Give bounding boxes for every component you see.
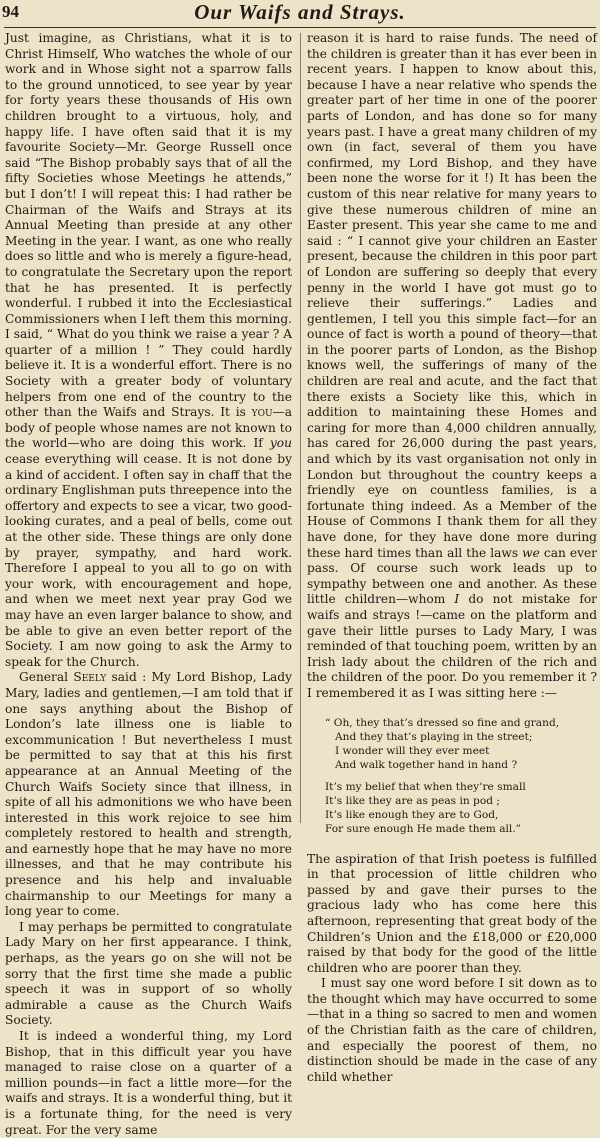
text-run: you [251,405,273,420]
right-column-text-bottom [307,852,597,1086]
poem-line: “ Oh, they that’s dressed so fine and grand, [325,716,560,729]
page-header [0,0,600,26]
running-title: Our Waifs and Strays. [194,0,406,24]
header-rule [4,27,596,28]
paragraph [307,976,597,1085]
poem-stanza [325,716,597,772]
text-run: I [454,592,460,607]
text-run: Seely [73,670,107,685]
poem-line: And they that’s playing in the street; [335,730,533,743]
paragraph [307,31,597,702]
text-run: It is indeed a wonderful thing, my Lord Bishop, that in this difficult year you have managed to raise close on a quarter of a million pounds—in fact a little more—for the waifs and strays. It is a wonderful thing, but it is a fortunate thing, for the need is very great. For the very same [5,1029,292,1137]
poem-line: I wonder will they ever meet [335,744,490,757]
poem-line: It’s like they are as peas in pod ; [325,794,500,807]
paragraph [307,852,597,977]
paragraph [5,920,292,1029]
poem-stanza [325,780,597,836]
text-run: can ever pass. Of course such work leads up to sympathy between one and another. As these little children—whom [307,545,598,607]
poem-line: It’s my belief that when they’re small [325,780,526,793]
paragraph [5,1029,292,1138]
right-column-text-top [307,31,597,702]
text-run: General [19,670,74,685]
text-run: Just imagine, as Christians, what it is to Christ Himself, Who watches the whole of our work and in Whose sight not a sparrow falls to the ground unnoticed, to see year by year for forty years these thousands of His own children brought to a virtuous, holy, and happy life. I have often said that it is my favourite Society—Mr. George Russell once said “The Bishop probably says that of all the fifty Societies whose Meetings he attends,” but I don’t! I will repeat this: I had rather be Chairman of the Waifs and Strays at its Annual Meeting than preside at any other Meeting in the year. I want, as one who really does so little and who is merely a figure-head, to congratulate the Secretary upon the report that he has presented. It is perfectly wonderful. I rubbed it into the Ecclesiastical Commissioners when I left them this morning. I said, “ What do you think we raise a year ? A quarter of a million ! ” They could hardly believe it. It is a wonderful effort. There is no Society with a greater body of voluntary helpers from one end of the country to the other than the Waifs and Strays. It is [5,31,292,420]
poem-line: For sure enough He made them all.” [325,822,522,835]
text-run: I must say one word before I sit down as to the thought which may have occurred to some—that in a thing so sacred to men and women of the Christian faith as the care of children, and especially the poorest of them, no distinction should be made in the case of any child whether [307,976,597,1084]
poem-line: It’s like enough they are to God, [325,808,499,821]
paragraph [5,31,292,670]
text-run: you [269,436,292,451]
text-run: we [522,545,540,560]
text-run: do not mistake for waifs and strays !—came on the platform and gave their little purses to Lady Mary, I was reminded of that touching poem, written by an Irish lady about the children of the rich and the children of the poor. Do you remember it ? I remembered it as I was sitting here :— [307,592,597,700]
text-run: said : My Lord Bishop, Lady Mary, ladies and gentlemen,—I am told that if one says anything about the Bishop of London’s late illness one is liable to excommunication ! But nevertheless I must be permitted to say that at this his first appearance at an Annual Meeting of the Church Waifs Society since that illness, in spite of all his admonitions we who have been interested in this work rejoice to see him completely restored to health and strength, and earnestly hope that he may have no more illnesses, and that he may contribute his presence and his help and invaluable chairmanship to our Meetings for many a long year to come. [5,670,292,919]
text-run: I may perhaps be permitted to congratulate Lady Mary on her first appearance. I think, perhaps, as the years go on she will not be sorry that the first time she made a public speech it was in support of so wholly admirable a cause as the Church Waifs Society. [5,919,292,1028]
left-column-text [5,31,292,1138]
right-column [307,31,598,1084]
poem-line: And walk together hand in hand ? [335,758,518,771]
paragraph [5,670,292,920]
page-number: 94 [2,2,19,21]
text-run: The aspiration of that Irish poetess is fulfilled in that procession of little children who passed by and gave their purses to the gracious lady who has come here this afternoon, representing that great body of the Children’s Union and the £18,000 or £20,000 raised by that body for the good of the little children who are poorer than they. [307,851,597,975]
quoted-poem [325,716,597,836]
left-column [5,31,292,1137]
column-divider [300,33,301,823]
text-run: cease everything will cease. It is not done by a kind of accident. I often say in chaff that the ordinary Englishman puts threepence into the offertory and expects to see a vicar, two good-looking curates, and a peal of bells, come out at the other side. These things are only done by prayer, sympathy, and hard work. Therefore I appeal to you all to go on with your work, with encouragement and hope, and when we meet next year pray God we may have an even larger balance to show, and be able to give an even better report of the Society. I am now going to ask the Army to speak for the Church. [5,452,292,669]
text-run: reason it is hard to raise funds. The need of the children is greater than it has ever been in recent years. I happen to know about this, because I have a near relative who spends the greater part of her time in one of the poorer parts of London, and has done so for many years past. I have a great many children of my own (in fact, several of them you have confirmed, my Lord Bishop, and they have been none the worse for it !) It has been the custom of this near relative for many years to give these numerous children of mine an Easter present. This year she came to me and said : “ I cannot give your children an Easter present, because the children in this poor part of London are suffering so deeply that every penny in the world I have got must go to relieve their sufferings.” Ladies and gentlemen, I tell you this simple fact—for an ounce of fact is worth a pound of theory—that in the poorer parts of London, as the Bishop knows well, the sufferings of many of the children are real and acute, and the fact that there exists a Society like this, which in addition to maintaining these Homes and caring for more than 4,000 children annually, has cared for 26,000 during the past years, and which by its vast organisation not only in London but throughout the country keeps a friendly eye on countless families, is a fortunate thing indeed. As a Member of the House of Commons I thank them for all they have done, for they have done more during these hard times than all the laws [307,31,597,560]
text-run: —a body of people whose names are not known to the world—who are doing this work. If [5,405,292,451]
